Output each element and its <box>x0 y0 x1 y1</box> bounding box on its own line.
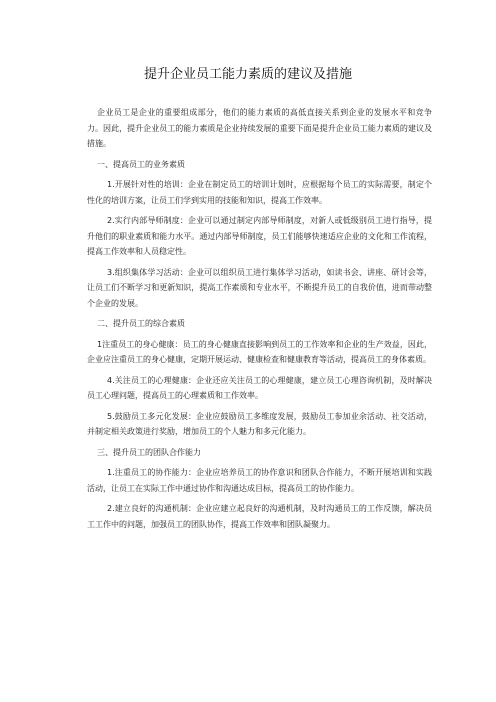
item-number: 2 <box>107 216 113 225</box>
item-text: .建立良好的沟通机制：企业应建立起良好的沟通机制，及时沟通员工的工作反馈，解决员工工作中的问题，加强员工的团队协作，提高工作效率和团队凝聚力。 <box>87 504 432 529</box>
document-body <box>87 105 432 537</box>
intro-paragraph: 企业员工是企业的重要组成部分，他们的能力素质的高低直接关系到企业的发展水平和竞争力。因此，提升企业员工的能力素质是企业持续发展的重要下面是提升企业员工能力素质的建议及措施。 <box>87 108 432 148</box>
item-text: .关注员工的心理健康：企业还应关注员工的心理健康，建立员工心理咨询机制，及时解决员工心理问题，提高员工的心理素质和工作效率。 <box>87 375 432 400</box>
list-item <box>87 465 432 496</box>
section-heading-comprehensive: 二、提升员工的综合素质 <box>97 319 185 328</box>
item-text: .注重员工的协作能力：企业应培养员工的协作意识和团队合作能力，不断开展培训和实践活动，让员工在实际工作中通过协作和沟通达成目标，提高员工的协作能力。 <box>87 468 432 493</box>
item-text: .开展针对性的培训：企业在制定员工的培训计划时，应根据每个员工的实际需要，制定个性化的培训方案，让员工们学到实用的技能和知识，提高工作效率。 <box>87 180 432 205</box>
item-number: 5 <box>107 411 113 421</box>
item-number: 1 <box>107 180 113 189</box>
list-item <box>87 337 432 368</box>
section-heading-teamwork: 三、提升员工的团队合作能力 <box>97 447 201 457</box>
list-item <box>87 409 432 440</box>
list-item <box>87 501 432 532</box>
list-item <box>87 213 432 260</box>
section-heading-business: 一、提高员工的业务素质 <box>97 159 185 169</box>
item-text: .实行内部导师制度：企业可以通过制定内部导师制度，对新人或低级别员工进行指导，提升他们的职业素质和能力水平。通过内部导师制度，员工们能够快速适应企业的文化和工作流程，提高工作效率和人员稳定性。 <box>87 216 432 256</box>
item-number: 2 <box>107 504 113 513</box>
list-item <box>87 265 432 312</box>
item-number: 3 <box>107 267 113 277</box>
item-text: 1注重员工的身心健康：员工的身心健康直接影响到员工的工作效率和企业的生产效益，因此，企业应注重员工的身心健康，定期开展运动、健康检查和健康教育等活动，提高员工的身体素质。 <box>87 339 432 364</box>
item-number: 1 <box>107 468 113 477</box>
item-text: .鼓励员工多元化发展：企业应鼓励员工多维度发展，鼓励员工参加业余活动、社交活动，并制定相关政策进行奖励，增加员工的个人魅力和多元化能力。 <box>87 411 432 436</box>
item-text: .组织集体学习活动：企业可以组织员工进行集体学习活动，如读书会、讲座、研讨会等，让员工们不断学习和更新知识，提高工作素质和专业水平，不断提升员工的自我价值，进而带动整个企业的发展。 <box>87 267 432 308</box>
list-item <box>87 373 432 404</box>
list-item <box>87 177 432 208</box>
document-title: 提升企业员工能力素质的建议及措施 <box>143 67 352 82</box>
item-number: 4 <box>107 375 113 385</box>
